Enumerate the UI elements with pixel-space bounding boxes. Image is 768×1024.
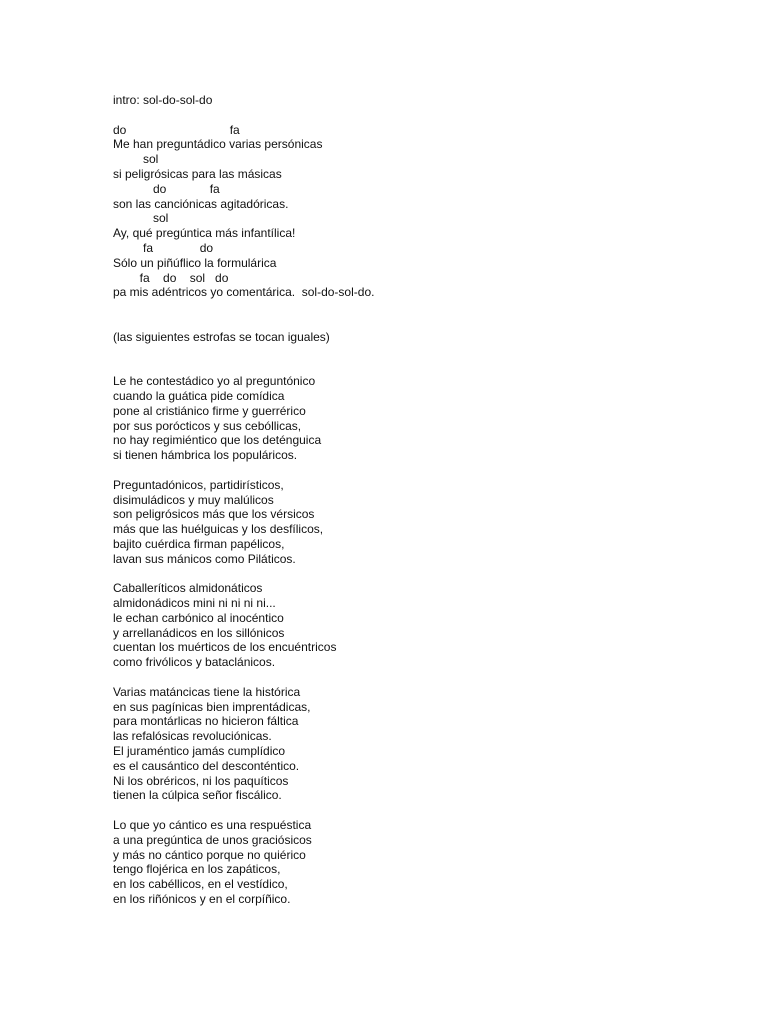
spacer bbox=[113, 803, 733, 818]
chord-line: do fa bbox=[113, 122, 240, 137]
lyric-line: a una pregúntica de unos graciósicos bbox=[113, 832, 312, 847]
lyric-line: si tienen hámbrica los populáricos. bbox=[113, 448, 298, 463]
stanza-4 bbox=[113, 685, 733, 803]
lyric-line: Me han preguntádico varias persónicas bbox=[113, 137, 323, 152]
lyrics-sheet bbox=[113, 93, 733, 907]
lyric-line: pa mis adéntricos yo comentárica. sol-do-sol-do. bbox=[113, 285, 375, 300]
chord-line: sol bbox=[113, 152, 159, 167]
lyric-line: como frivólicos y bataclánicos. bbox=[113, 655, 276, 670]
lyric-line: Le he contestádico yo al preguntónico bbox=[113, 374, 316, 389]
lyric-line: Lo que yo cántico es una respuéstica bbox=[113, 818, 312, 833]
lyric-line: en sus pagínicas bien imprentádicas, bbox=[113, 699, 311, 714]
lyric-line: en los riñónicos y en el corpíñico. bbox=[113, 892, 291, 907]
stanza-5 bbox=[113, 818, 733, 907]
performance-note: (las siguientes estrofas se tocan iguales) bbox=[113, 329, 330, 344]
lyric-line: para montárlicas no hicieron fáltica bbox=[113, 714, 299, 729]
lyric-line: si peligrósicas para las másicas bbox=[113, 166, 282, 181]
lyric-line: Preguntadónicos, partidirísticos, bbox=[113, 477, 284, 492]
chord-line: do fa bbox=[113, 181, 220, 196]
lyric-line: tengo flojérica en los zapáticos, bbox=[113, 862, 281, 877]
lyric-line: almidonádicos mini ni ni ni ni... bbox=[113, 596, 276, 611]
lyric-line: más que las huélguicas y los desfílicos, bbox=[113, 522, 324, 537]
lyric-line: le echan carbónico al inocéntico bbox=[113, 610, 284, 625]
lyric-line: son las canciónicas agitadóricas. bbox=[113, 196, 289, 211]
stanza-2 bbox=[113, 478, 733, 567]
spacer bbox=[113, 463, 733, 478]
chord-line: sol bbox=[113, 211, 169, 226]
lyric-line: Caballeríticos almidonáticos bbox=[113, 581, 263, 596]
lyric-line: no hay regimiéntico que los deténguica bbox=[113, 433, 322, 448]
lyric-line: Varias matáncicas tiene la histórica bbox=[113, 684, 301, 699]
lyric-line: Sólo un piñúflico la formulárica bbox=[113, 255, 277, 270]
lyric-line: las refalósicas revoluciónicas. bbox=[113, 729, 272, 744]
lyric-line: es el causántico del desconténtico. bbox=[113, 758, 300, 773]
lyric-line: y arrellanádicos en los sillónicos bbox=[113, 625, 285, 640]
stanza-1 bbox=[113, 374, 733, 463]
spacer bbox=[113, 345, 733, 375]
first-verse bbox=[113, 123, 733, 301]
stanza-3 bbox=[113, 581, 733, 670]
lyric-line: El juraméntico jamás cumplídico bbox=[113, 744, 286, 759]
lyric-line: cuentan los muérticos de los encuéntricos bbox=[113, 640, 337, 655]
lyric-line: son peligrósicos más que los vérsicos bbox=[113, 507, 315, 522]
lyric-line: cuando la guática pide comídica bbox=[113, 388, 285, 403]
chord-line: fa do bbox=[113, 240, 214, 255]
spacer bbox=[113, 567, 733, 582]
lyric-line: por sus porócticos y sus cebóllicas, bbox=[113, 418, 302, 433]
lyric-line: lavan sus mánicos como Piláticos. bbox=[113, 551, 296, 566]
lyric-line: en los cabéllicos, en el vestídico, bbox=[113, 877, 288, 892]
lyric-line: Ay, qué pregúntica más infantílica! bbox=[113, 226, 296, 241]
spacer bbox=[113, 300, 733, 330]
spacer bbox=[113, 108, 733, 123]
lyric-line: pone al cristiánico firme y guerrérico bbox=[113, 403, 306, 418]
lyric-line: bajito cuérdica firman papélicos, bbox=[113, 536, 285, 551]
spacer bbox=[113, 670, 733, 685]
lyric-line: y más no cántico porque no quiérico bbox=[113, 847, 306, 862]
lyric-line: tienen la cúlpica señor fiscálico. bbox=[113, 788, 282, 803]
lyric-line: disimuládicos y muy malúlicos bbox=[113, 492, 274, 507]
intro-line: intro: sol-do-sol-do bbox=[113, 93, 213, 107]
chord-line: fa do sol do bbox=[113, 270, 229, 285]
lyric-line: Ni los obréricos, ni los paquíticos bbox=[113, 773, 289, 788]
